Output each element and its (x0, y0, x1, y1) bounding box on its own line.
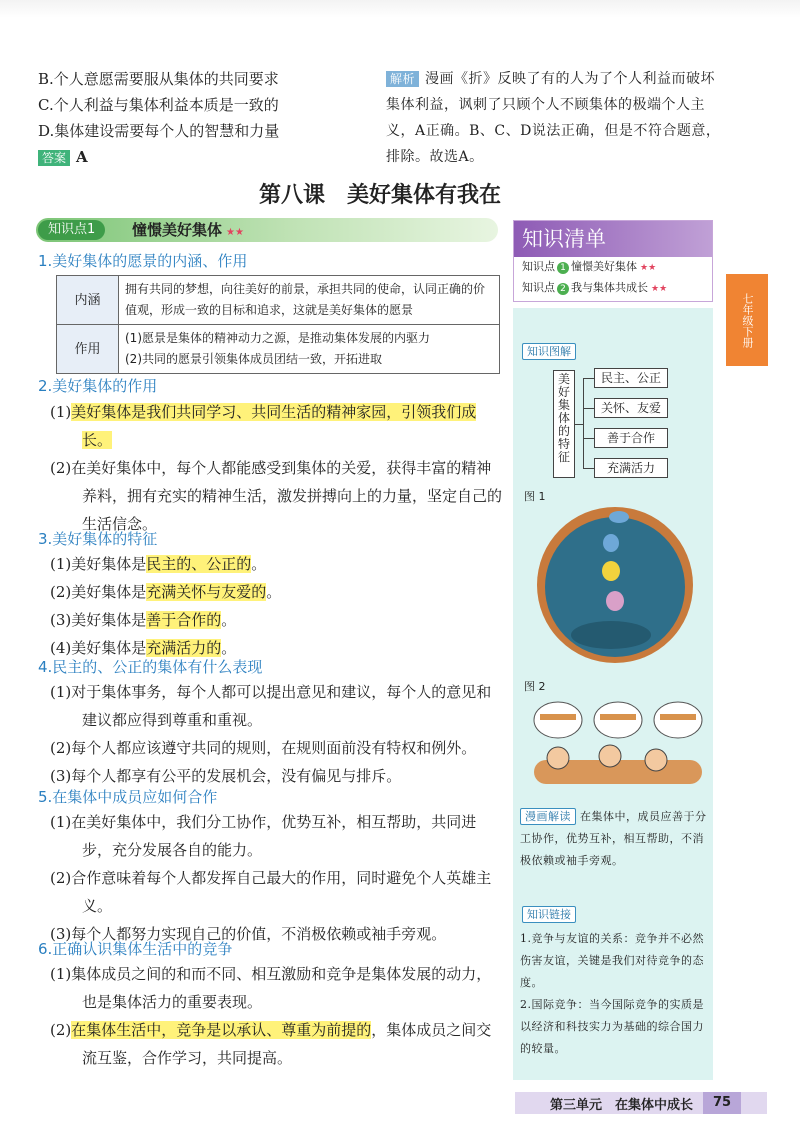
stars-icon: ★★ (226, 227, 244, 238)
cartoon-reading (520, 806, 708, 872)
lesson-title: 第八课 美好集体有我在 (258, 183, 501, 208)
item-post: 。 (221, 639, 237, 657)
list-item (50, 398, 505, 454)
knowledge-link-item: 2.国际竞争：当今国际竞争的实质是以经济和科技实力为基础的综合国力的较量。 (520, 998, 704, 1055)
kl-prefix: 知识点 (522, 260, 555, 273)
section2-items (50, 398, 505, 538)
log-icon (660, 714, 696, 720)
knowledge-point-title (132, 218, 244, 245)
row2-line1: (1)愿景是集体的精神动力之源，是推动集体发展的内驱力 (125, 331, 431, 345)
list-item: (3)每个人都努力实现自己的价值，不消极依赖或袖手旁观。 (50, 925, 447, 943)
mouse-icon (606, 591, 624, 611)
item-post: ，集体成员之间交流互鉴，合作学习，共同提高。 (82, 1021, 492, 1067)
highlighted-text: 善于合作的 (146, 611, 222, 629)
diagram-branch: 善于合作 (594, 428, 668, 448)
knowledge-point-tag: 知识点1 (38, 220, 105, 240)
list-item: (1)集体成员之间的和而不同、相互激励和竞争是集体发展的动力，也是集体活力的重要表现。 (50, 965, 492, 1011)
child-face-icon (547, 747, 569, 769)
top-strip (0, 0, 800, 18)
analysis-block (386, 66, 721, 170)
highlighted-text: 美好集体是我们共同学习、共同生活的精神家园，引领我们成长。 (71, 403, 477, 449)
item-pre: 美好集体是 (71, 639, 147, 657)
section3-items (50, 550, 505, 662)
diagram-connector (575, 424, 583, 425)
item-post: 。 (221, 611, 237, 629)
log-icon (600, 714, 636, 720)
list-item: (1)在美好集体中，我们分工协作，优势互补，相互帮助，共同进步，充分发展各自的能力。 (50, 813, 477, 859)
diagram-branch: 民主、公正 (594, 368, 668, 388)
item-number: (4) (50, 639, 72, 657)
section3-heading: 3.美好集体的特征 (38, 530, 158, 548)
highlighted-text: 充满关怀与友爱的 (146, 583, 267, 601)
knowledge-link (520, 928, 708, 1060)
section4-items (50, 678, 505, 790)
table-row (57, 276, 500, 325)
knowledge-point-title-text: 憧憬美好集体 (132, 221, 223, 239)
item-number: (1) (50, 403, 72, 421)
item-post: 。 (266, 583, 282, 601)
highlighted-text: 民主的、公正的 (146, 555, 252, 573)
child-face-icon (599, 745, 621, 767)
diagram-connector (583, 408, 594, 409)
item-number: (2) (50, 583, 72, 601)
stars-icon: ★★ (651, 284, 668, 294)
answer-line (38, 144, 378, 170)
highlighted-text: 充满活力的 (146, 639, 222, 657)
figure1-label: 图 1 (524, 490, 546, 503)
diagram-root: 美好集体的特征 (553, 370, 575, 478)
knowledge-list-title: 知识清单 (514, 221, 712, 257)
row2-label: 作用 (57, 325, 119, 374)
figure2-illustration (530, 698, 706, 794)
mouse-icon (603, 534, 619, 552)
item-number: (3) (50, 611, 72, 629)
diagram-connector (583, 468, 594, 469)
item-pre: 美好集体是 (71, 555, 147, 573)
kl-prefix: 知识点 (522, 281, 555, 294)
cartoon-reading-text: 在集体中，成员应善于分工协作，优势互补，相互帮助，不消极依赖或袖手旁观。 (520, 810, 707, 867)
cartoon-reading-tag: 漫画解读 (520, 808, 576, 825)
item-number: (1) (50, 555, 72, 573)
grade-side-tab: 七年级下册 (726, 274, 768, 366)
figure2-label: 图 2 (524, 680, 546, 693)
stars-icon: ★★ (640, 263, 657, 273)
section5-heading: 5.在集体中成员应如何合作 (38, 788, 218, 806)
answer-value: A (76, 148, 88, 166)
log-icon (540, 714, 576, 720)
item-number: (2) (50, 1021, 72, 1039)
diagram-connector (583, 438, 594, 439)
item-post: 。 (251, 555, 267, 573)
prior-question-options (38, 66, 378, 170)
table-row (57, 325, 500, 374)
list-item: (3)每个人都享有公平的发展机会，没有偏见与排斥。 (50, 767, 402, 785)
row1-text: 拥有共同的梦想，向往美好的前景，承担共同的使命，认同正确的价值观，形成一致的目标和追求，这就是美好集体的愿景 (119, 276, 500, 325)
page-number: 75 (703, 1092, 741, 1114)
kl-title: 我与集体共成长 (571, 281, 648, 294)
analysis-tag: 解析 (386, 71, 419, 87)
item-pre: 美好集体是 (71, 611, 147, 629)
vision-table (56, 275, 500, 374)
item-pre: 美好集体是 (71, 583, 147, 601)
mouse-icon (602, 561, 620, 581)
footer-unit: 第三单元 在集体中成长 (550, 1098, 694, 1113)
mouse-icon (609, 511, 629, 523)
knowledge-list (513, 220, 713, 302)
knowledge-point-header (36, 218, 498, 242)
list-item: (2)每个人都应该遵守共同的规则，在规则面前没有特权和例外。 (50, 739, 477, 757)
highlighted-text: 在集体生活中，竞争是以承认、尊重为前提的 (71, 1021, 372, 1039)
number-badge-icon: 2 (557, 283, 569, 295)
list-item (50, 550, 505, 578)
diagram-tag: 知识图解 (522, 343, 576, 360)
option-b: B.个人意愿需要服从集体的共同要求 (38, 70, 279, 88)
section2-heading: 2.美好集体的作用 (38, 377, 158, 395)
list-item: (1)对于集体事务，每个人都可以提出意见和建议，每个人的意见和建议都应得到尊重和重视。 (50, 683, 492, 729)
knowledge-link-item: 1.竞争与友谊的关系：竞争并不必然伤害友谊，关键是我们对待竞争的态度。 (520, 932, 704, 989)
answer-tag: 答案 (38, 150, 70, 166)
knowledge-list-item (514, 257, 712, 278)
kl-title: 憧憬美好集体 (571, 260, 637, 273)
analysis-text: 漫画《折》反映了有的人为了个人利益而破坏集体利益，讽刺了只顾个人不顾集体的极端个人主义，A正确。B、C、D说法正确，但是不符合题意，排除。故选A。 (386, 71, 721, 165)
diagram-branch: 关怀、友爱 (594, 398, 668, 418)
child-face-icon (645, 749, 667, 771)
option-c: C.个人利益与集体利益本质是一致的 (38, 96, 279, 114)
diagram-connector (583, 378, 584, 468)
diagram-branch: 充满活力 (594, 458, 668, 478)
figure1-illustration (535, 505, 695, 665)
list-item (50, 1016, 505, 1072)
knowledge-link-tag: 知识链接 (522, 906, 576, 923)
diagram-connector (583, 378, 594, 379)
section6-items (50, 960, 505, 1072)
section6-heading: 6.正确认识集体生活中的竞争 (38, 940, 233, 958)
section4-heading: 4.民主的、公正的集体有什么表现 (38, 658, 263, 676)
list-item (50, 578, 505, 606)
section1-heading: 1.美好集体的愿景的内涵、作用 (38, 252, 248, 270)
section5-items (50, 808, 505, 948)
list-item (50, 606, 505, 634)
drum-water (571, 621, 651, 649)
row2-line2: (2)共同的愿景引领集体成员团结一致，开拓进取 (125, 352, 382, 366)
number-badge-icon: 1 (557, 262, 569, 274)
row1-label: 内涵 (57, 276, 119, 325)
knowledge-list-item (514, 278, 712, 299)
list-item: (2)合作意味着每个人都发挥自己最大的作用，同时避免个人英雄主义。 (50, 869, 492, 915)
row2-cell (119, 325, 500, 374)
option-d: D.集体建设需要每个人的智慧和力量 (38, 122, 280, 140)
list-item: (2)在美好集体中，每个人都能感受到集体的关爱，获得丰富的精神养料，拥有充实的精神生活，激发拼搏向上的力量，坚定自己的生活信念。 (50, 459, 503, 533)
